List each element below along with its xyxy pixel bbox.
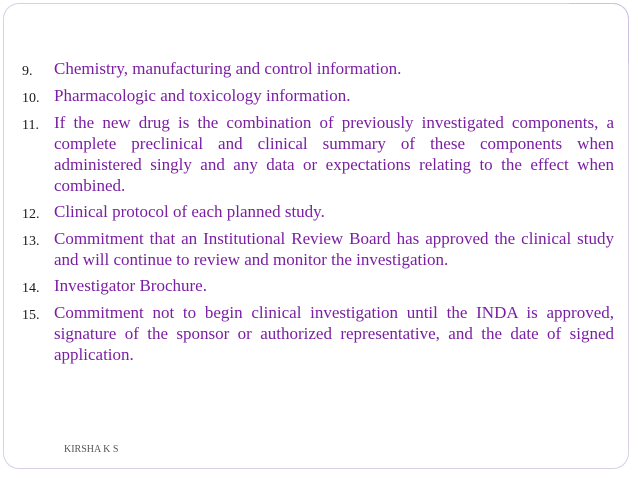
item-text: Clinical protocol of each planned study. bbox=[54, 202, 325, 221]
item-number: 9. bbox=[22, 64, 33, 79]
corner-decoration bbox=[569, 3, 629, 63]
requirements-list bbox=[16, 58, 614, 370]
list-item bbox=[16, 201, 614, 223]
list-item bbox=[16, 58, 614, 80]
item-number: 12. bbox=[22, 207, 40, 222]
list-item bbox=[16, 85, 614, 107]
item-text: Chemistry, manufacturing and control information. bbox=[54, 59, 402, 78]
list-item bbox=[16, 228, 614, 270]
item-text: If the new drug is the combination of previously investigated components, a complete preclinical and clinical summary of these components when administered singly and any data or expectations relating to the effect when combined. bbox=[54, 113, 614, 195]
item-number: 11. bbox=[22, 118, 39, 133]
footer-author: KIRSHA K S bbox=[64, 444, 119, 455]
list-item bbox=[16, 275, 614, 297]
item-text: Investigator Brochure. bbox=[54, 276, 207, 295]
item-number: 10. bbox=[22, 91, 40, 106]
item-number: 15. bbox=[22, 308, 40, 323]
item-text: Commitment that an Institutional Review Board has approved the clinical study and will continue to review and monitor the investigation. bbox=[54, 229, 614, 269]
list-item bbox=[16, 112, 614, 196]
item-number: 14. bbox=[22, 281, 40, 296]
list-item bbox=[16, 302, 614, 365]
item-text: Commitment not to begin clinical investigation until the INDA is approved, signature of the sponsor or authorized representative, and the date of signed application. bbox=[54, 303, 614, 364]
item-text: Pharmacologic and toxicology information. bbox=[54, 86, 351, 105]
item-number: 13. bbox=[22, 234, 40, 249]
